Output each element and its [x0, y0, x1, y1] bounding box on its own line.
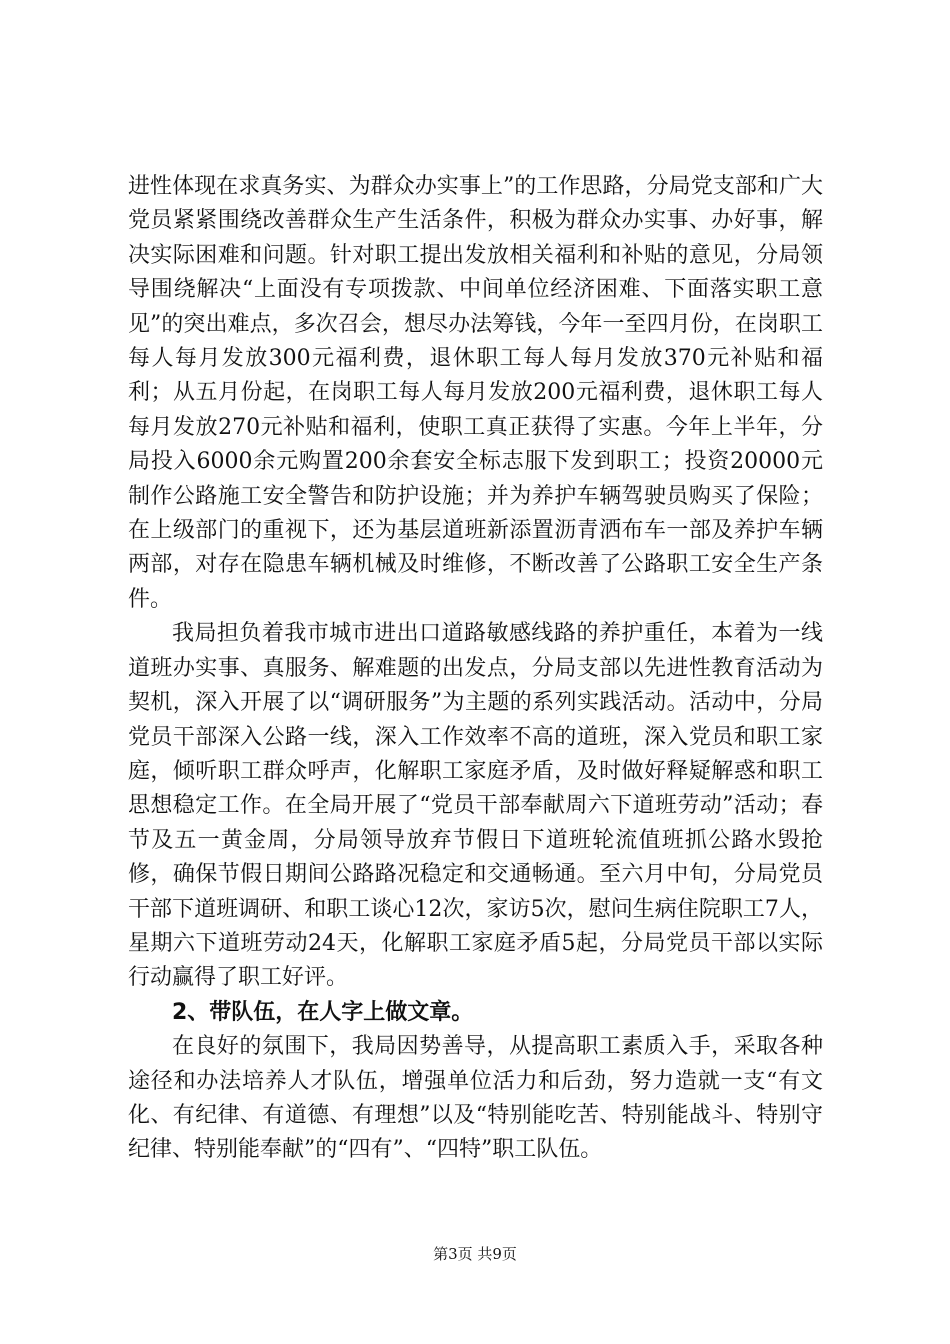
document-body: [128, 170, 823, 1168]
section-heading: 2、带队伍，在人字上做文章。: [172, 999, 474, 1025]
page-number-footer: 第3页 共9页: [433, 1245, 517, 1263]
paragraph-team-building: 在良好的氛围下，我局因势善导，从提高职工素质入手，采取各种途径和办法培养人才队伍，增强单位活力和后劲，努力造就一支“有文化、有纪律、有道德、有理想”以及“特别能吃苦、特别能战斗、特别守纪律、特别能奉献”的“四有”、“四特”职工队伍。: [128, 1034, 823, 1163]
paragraph-research-service: 我局担负着我市城市进出口道路敏感线路的养护重任，本着为一线道班办实事、真服务、解难题的出发点，分局支部以先进性教育活动为契机，深入开展了以“调研服务”为主题的系列实践活动。活动中，分局党员干部深入公路一线，深入工作效率不高的道班，深入党员和职工家庭，倾听职工群众呼声，化解职工家庭矛盾，及时做好释疑解惑和职工思想稳定工作。在全局开展了“党员干部奉献周六下道班劳动”活动；春节及五一黄金周，分局领导放弃节假日下道班轮流值班抓公路水毁抢修，确保节假日期间公路路况稳定和交通畅通。至六月中旬，分局党员干部下道班调研、和职工谈心12次，家访5次，慰问生病住院职工7人，星期六下道班劳动24天，化解职工家庭矛盾5起，分局党员干部以实际行动赢得了职工好评。: [128, 621, 823, 991]
paragraph-continuation: 进性体现在求真务实、为群众办实事上”的工作思路，分局党支部和广大党员紧紧围绕改善群众生产生活条件，积极为群众办实事、办好事，解决实际困难和问题。针对职工提出发放相关福利和补贴的意见，分局领导围绕解决“上面没有专项拨款、中间单位经济困难、下面落实职工意见”的突出难点，多次召会，想尽办法筹钱，今年一至四月份，在岗职工每人每月发放300元福利费，退休职工每人每月发放370元补贴和福利；从五月份起，在岗职工每人每月发放200元福利费，退休职工每人每月发放270元补贴和福利，使职工真正获得了实惠。今年上半年，分局投入6000余元购置200余套安全标志服下发到职工；投资20000元制作公路施工安全警告和防护设施；并为养护车辆驾驶员购买了保险；在上级部门的重视下，还为基层道班新添置沥青洒布车一部及养护车辆两部，对存在隐患车辆机械及时维修，不断改善了公路职工安全生产条件。: [128, 174, 824, 612]
